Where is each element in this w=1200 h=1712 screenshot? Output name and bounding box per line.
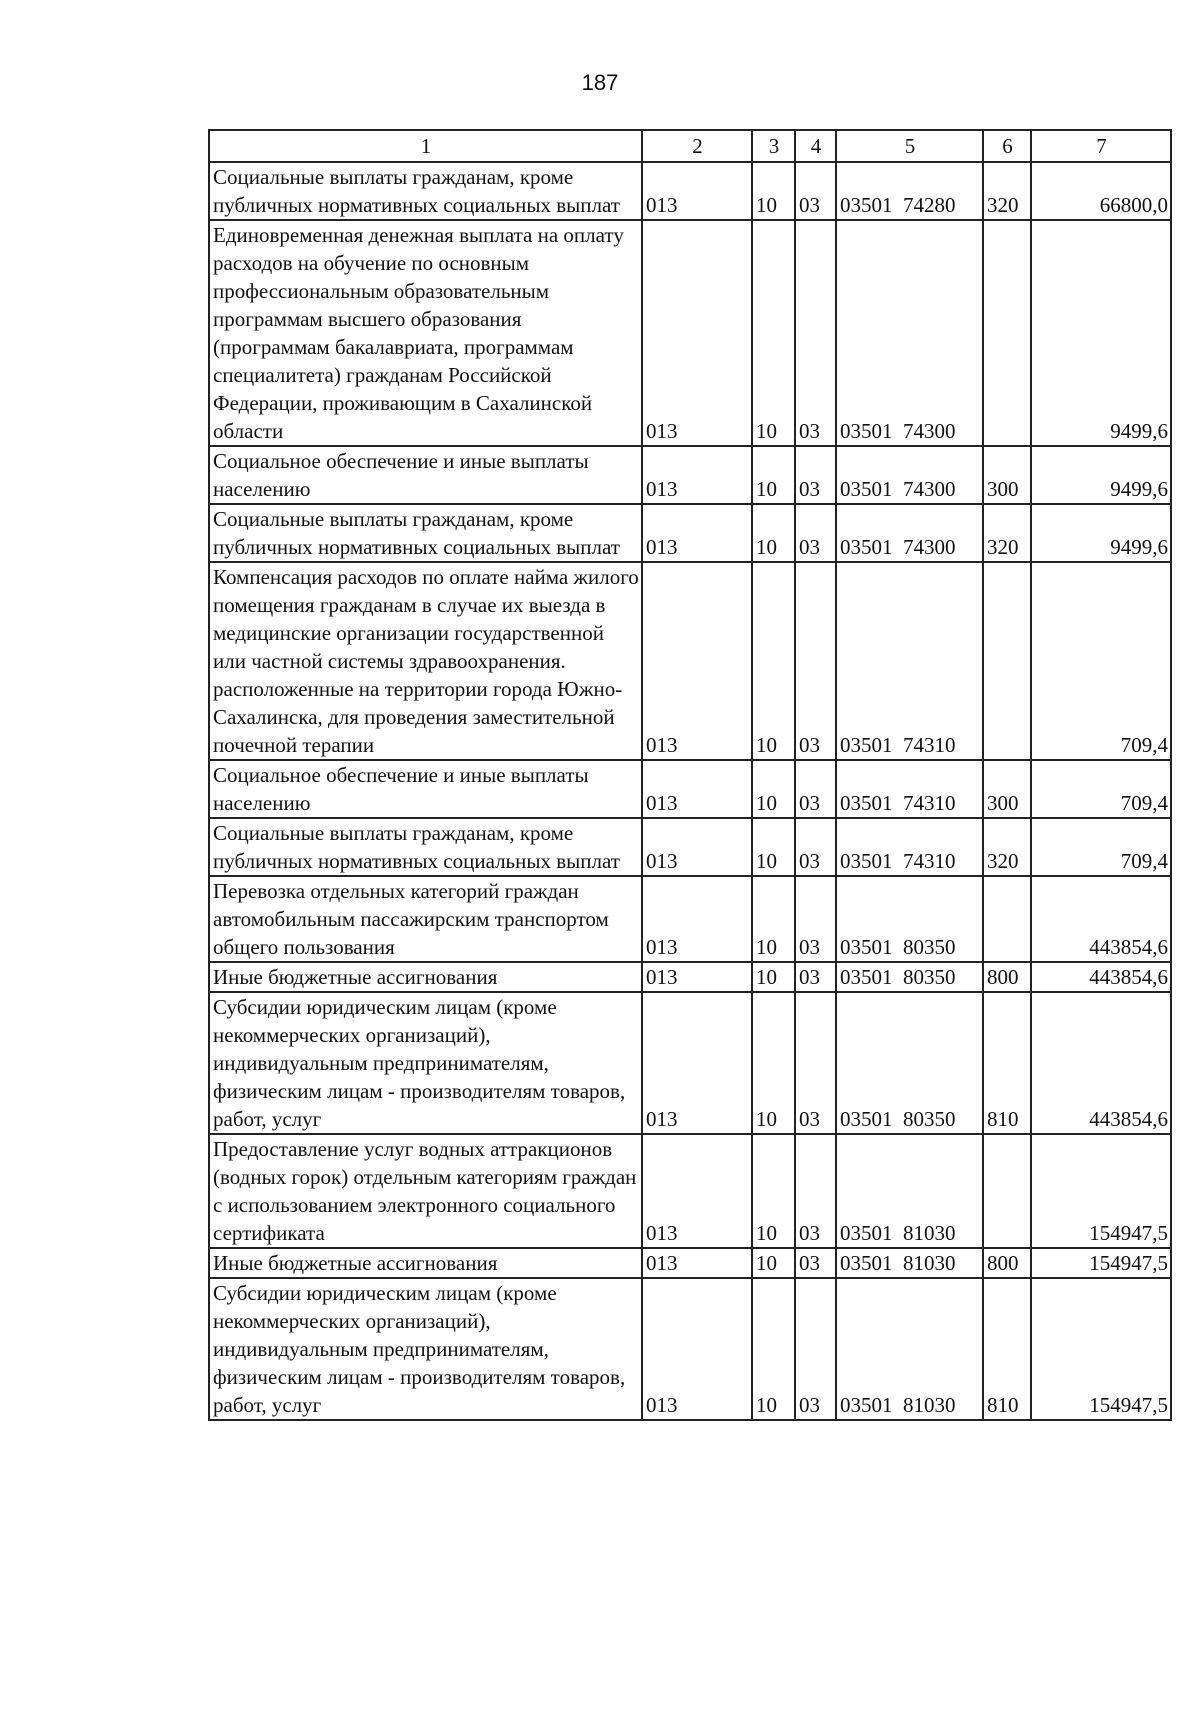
table-row xyxy=(209,1248,1171,1278)
table-row xyxy=(209,162,1171,220)
row-name-cell: Иные бюджетные ассигнования xyxy=(209,1248,642,1278)
target-article-cell: 03501 74300 xyxy=(836,220,983,446)
table-row xyxy=(209,220,1171,446)
target-article-cell: 03501 74300 xyxy=(836,504,983,562)
target-article-cell: 03501 74310 xyxy=(836,562,983,760)
ministry-code-cell: 013 xyxy=(642,962,752,992)
row-name-cell: Иные бюджетные ассигнования xyxy=(209,962,642,992)
table-row xyxy=(209,1278,1171,1420)
amount-cell: 709,4 xyxy=(1031,760,1171,818)
ministry-code-cell: 013 xyxy=(642,1278,752,1420)
subsection-code-cell: 03 xyxy=(795,162,836,220)
subsection-code-cell: 03 xyxy=(795,220,836,446)
table-row xyxy=(209,760,1171,818)
section-code-cell: 10 xyxy=(752,162,795,220)
expense-type-cell: 300 xyxy=(983,446,1031,504)
section-code-cell: 10 xyxy=(752,220,795,446)
section-code-cell: 10 xyxy=(752,876,795,962)
ministry-code-cell: 013 xyxy=(642,876,752,962)
row-name-cell: Компенсация расходов по оплате найма жилого помещения гражданам в случае их выезда в медицинские организации государственной или частной системы здравоохранения. расположенные на территории города Южно-Сахалинска, для проведения заместительной почечной терапии xyxy=(209,562,642,760)
subsection-code-cell: 03 xyxy=(795,876,836,962)
amount-cell: 66800,0 xyxy=(1031,162,1171,220)
expense-type-cell xyxy=(983,562,1031,760)
row-name-cell: Социальные выплаты гражданам, кроме публичных нормативных социальных выплат xyxy=(209,504,642,562)
amount-cell: 154947,5 xyxy=(1031,1134,1171,1248)
ministry-code-cell: 013 xyxy=(642,162,752,220)
expense-type-cell: 800 xyxy=(983,962,1031,992)
section-code-cell: 10 xyxy=(752,504,795,562)
ministry-code-cell: 013 xyxy=(642,760,752,818)
amount-cell: 443854,6 xyxy=(1031,962,1171,992)
expense-type-cell xyxy=(983,220,1031,446)
amount-cell: 154947,5 xyxy=(1031,1278,1171,1420)
ministry-code-cell: 013 xyxy=(642,562,752,760)
target-article-cell: 03501 81030 xyxy=(836,1278,983,1420)
expense-type-cell: 320 xyxy=(983,162,1031,220)
column-header: 1 xyxy=(209,130,642,162)
subsection-code-cell: 03 xyxy=(795,1248,836,1278)
row-name-cell: Предоставление услуг водных аттракционов (водных горок) отдельным категориям граждан с использованием электронного социального сертификата xyxy=(209,1134,642,1248)
section-code-cell: 10 xyxy=(752,1248,795,1278)
target-article-cell: 03501 74310 xyxy=(836,818,983,876)
table-row xyxy=(209,1134,1171,1248)
row-name-cell: Социальное обеспечение и иные выплаты населению xyxy=(209,446,642,504)
ministry-code-cell: 013 xyxy=(642,1134,752,1248)
amount-cell: 443854,6 xyxy=(1031,876,1171,962)
budget-table xyxy=(208,129,1172,1421)
subsection-code-cell: 03 xyxy=(795,760,836,818)
subsection-code-cell: 03 xyxy=(795,962,836,992)
subsection-code-cell: 03 xyxy=(795,1134,836,1248)
column-header: 4 xyxy=(795,130,836,162)
table-row xyxy=(209,562,1171,760)
column-header: 5 xyxy=(836,130,983,162)
section-code-cell: 10 xyxy=(752,1134,795,1248)
section-code-cell: 10 xyxy=(752,818,795,876)
target-article-cell: 03501 74280 xyxy=(836,162,983,220)
table-row xyxy=(209,962,1171,992)
row-name-cell: Субсидии юридическим лицам (кроме некоммерческих организаций), индивидуальным предпринимателям, физическим лицам - производителям товаров, работ, услуг xyxy=(209,1278,642,1420)
table-row xyxy=(209,446,1171,504)
page-number: 187 xyxy=(581,70,619,95)
table-row xyxy=(209,992,1171,1134)
row-name-cell: Единовременная денежная выплата на оплату расходов на обучение по основным профессиональным образовательным программам высшего образования (программам бакалавриата, программам специалитета) гражданам Российской Федерации, проживающим в Сахалинской области xyxy=(209,220,642,446)
expense-type-cell: 800 xyxy=(983,1248,1031,1278)
row-name-cell: Социальные выплаты гражданам, кроме публичных нормативных социальных выплат xyxy=(209,162,642,220)
subsection-code-cell: 03 xyxy=(795,1278,836,1420)
amount-cell: 9499,6 xyxy=(1031,446,1171,504)
table-row xyxy=(209,818,1171,876)
expense-type-cell xyxy=(983,876,1031,962)
section-code-cell: 10 xyxy=(752,562,795,760)
row-name-cell: Социальное обеспечение и иные выплаты населению xyxy=(209,760,642,818)
ministry-code-cell: 013 xyxy=(642,992,752,1134)
row-name-cell: Социальные выплаты гражданам, кроме публичных нормативных социальных выплат xyxy=(209,818,642,876)
ministry-code-cell: 013 xyxy=(642,1248,752,1278)
target-article-cell: 03501 80350 xyxy=(836,962,983,992)
ministry-code-cell: 013 xyxy=(642,504,752,562)
target-article-cell: 03501 81030 xyxy=(836,1134,983,1248)
amount-cell: 154947,5 xyxy=(1031,1248,1171,1278)
target-article-cell: 03501 74310 xyxy=(836,760,983,818)
ministry-code-cell: 013 xyxy=(642,446,752,504)
section-code-cell: 10 xyxy=(752,760,795,818)
amount-cell: 9499,6 xyxy=(1031,220,1171,446)
row-name-cell: Субсидии юридическим лицам (кроме некоммерческих организаций), индивидуальным предпринимателям, физическим лицам - производителям товаров, работ, услуг xyxy=(209,992,642,1134)
amount-cell: 443854,6 xyxy=(1031,992,1171,1134)
expense-type-cell: 320 xyxy=(983,818,1031,876)
target-article-cell: 03501 74300 xyxy=(836,446,983,504)
subsection-code-cell: 03 xyxy=(795,818,836,876)
subsection-code-cell: 03 xyxy=(795,562,836,760)
expense-type-cell xyxy=(983,1134,1031,1248)
subsection-code-cell: 03 xyxy=(795,504,836,562)
table-row xyxy=(209,876,1171,962)
amount-cell: 9499,6 xyxy=(1031,504,1171,562)
amount-cell: 709,4 xyxy=(1031,562,1171,760)
amount-cell: 709,4 xyxy=(1031,818,1171,876)
column-header: 6 xyxy=(983,130,1031,162)
table-row xyxy=(209,504,1171,562)
ministry-code-cell: 013 xyxy=(642,220,752,446)
ministry-code-cell: 013 xyxy=(642,818,752,876)
section-code-cell: 10 xyxy=(752,446,795,504)
target-article-cell: 03501 81030 xyxy=(836,1248,983,1278)
row-name-cell: Перевозка отдельных категорий граждан автомобильным пассажирским транспортом общего пользования xyxy=(209,876,642,962)
header-row xyxy=(209,130,1171,162)
target-article-cell: 03501 80350 xyxy=(836,876,983,962)
column-header: 3 xyxy=(752,130,795,162)
column-header: 2 xyxy=(642,130,752,162)
target-article-cell: 03501 80350 xyxy=(836,992,983,1134)
subsection-code-cell: 03 xyxy=(795,992,836,1134)
expense-type-cell: 320 xyxy=(983,504,1031,562)
column-header: 7 xyxy=(1031,130,1171,162)
expense-type-cell: 300 xyxy=(983,760,1031,818)
section-code-cell: 10 xyxy=(752,962,795,992)
section-code-cell: 10 xyxy=(752,1278,795,1420)
expense-type-cell: 810 xyxy=(983,992,1031,1134)
expense-type-cell: 810 xyxy=(983,1278,1031,1420)
subsection-code-cell: 03 xyxy=(795,446,836,504)
section-code-cell: 10 xyxy=(752,992,795,1134)
